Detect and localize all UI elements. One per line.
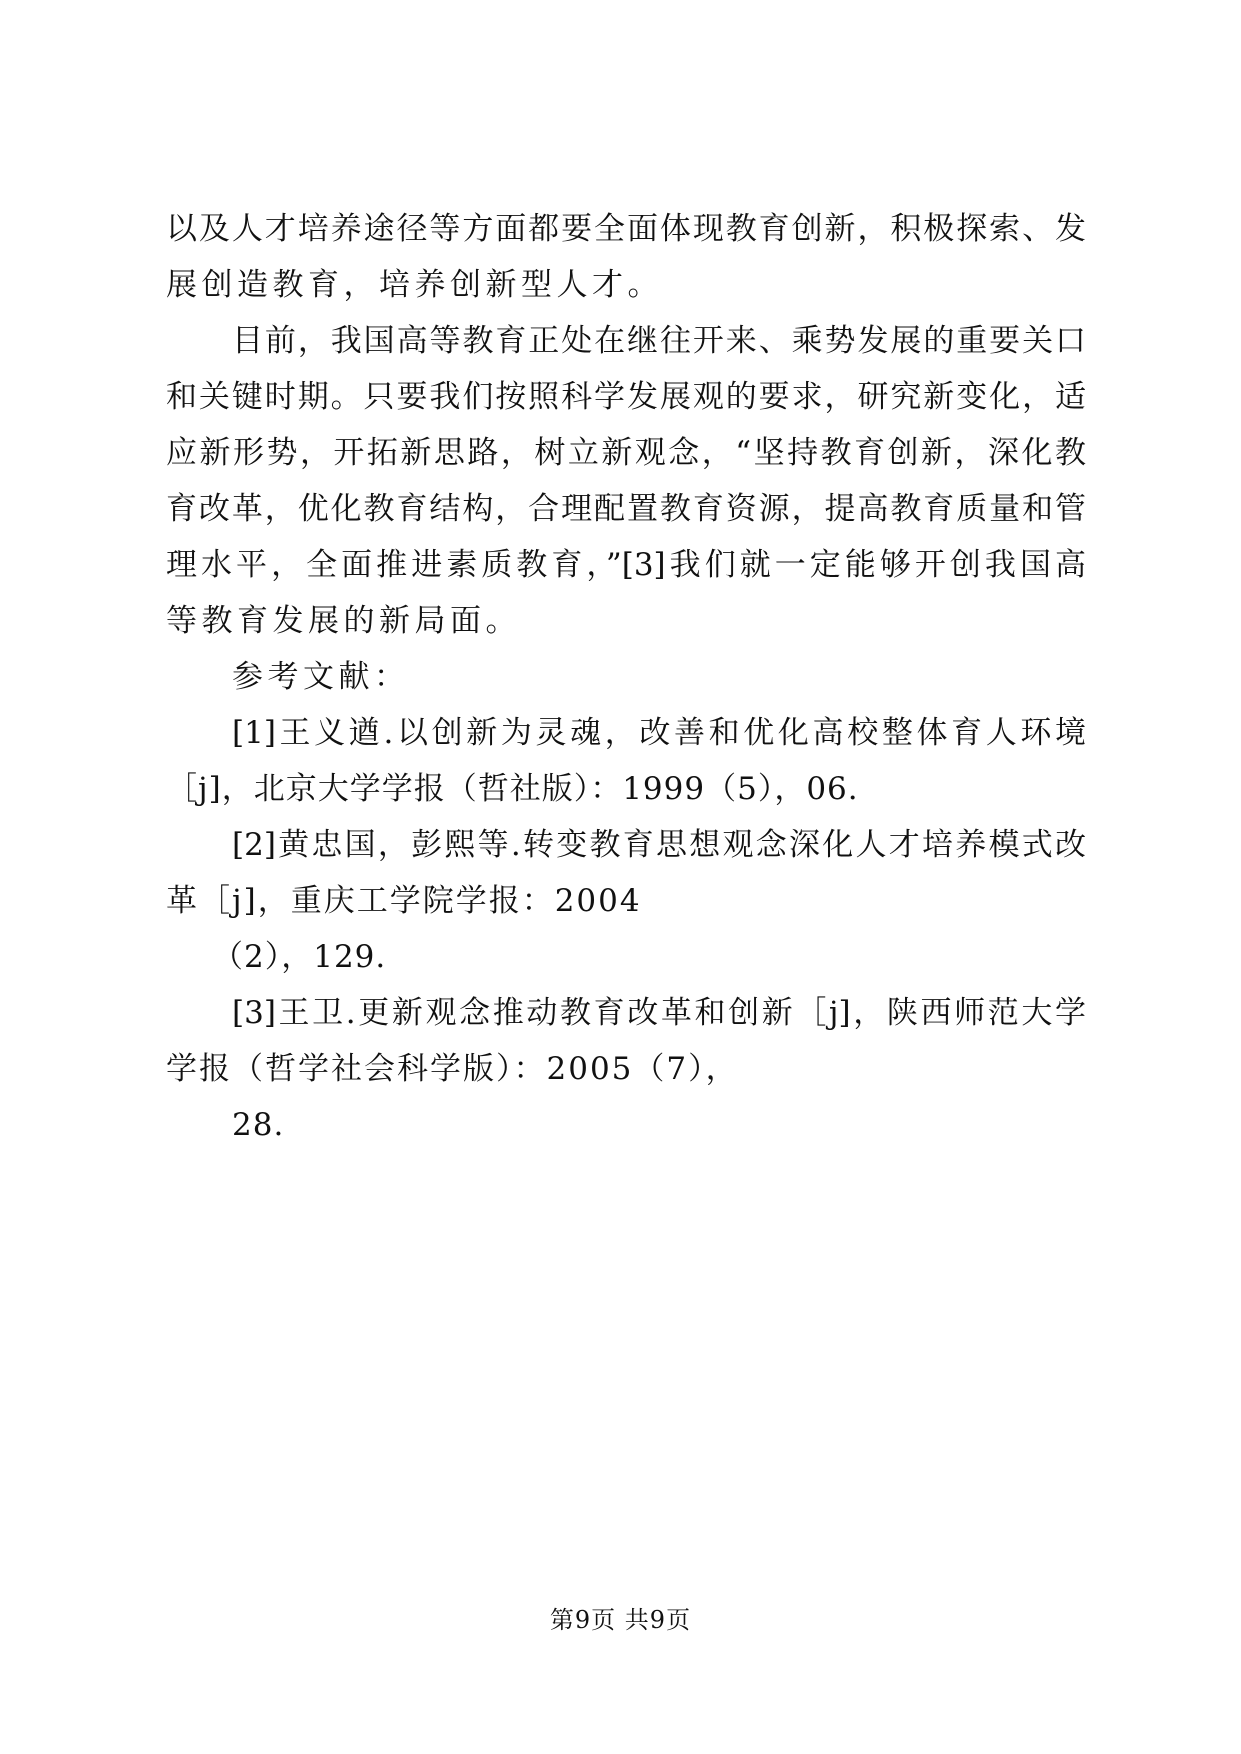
page-number-footer: 第9页 共9页 bbox=[549, 1606, 692, 1634]
body-text-line: 应新形势，开拓新思路，树立新观念，“坚持教育创新，深化教 bbox=[166, 435, 1086, 471]
body-text-line: 展创造教育，培养创新型人才。 bbox=[166, 267, 663, 303]
body-text-line: 和关键时期。只要我们按照科学发展观的要求，研究新变化，适 bbox=[166, 379, 1086, 415]
body-text-line: 等教育发展的新局面。 bbox=[166, 603, 521, 639]
body-text-line: 以及人才培养途径等方面都要全面体现教育创新，积极探索、发 bbox=[166, 211, 1086, 247]
reference-line: [2]黄忠国，彭熙等.转变教育思想观念深化人才培养模式改 bbox=[232, 827, 1086, 863]
reference-line: [3]王卫.更新观念推动教育改革和创新［j]，陕西师范大学 bbox=[232, 995, 1086, 1031]
references-heading: 参考文献： bbox=[232, 659, 410, 695]
reference-line: ［j]，北京大学学报（哲社版）：1999（5），06. bbox=[166, 771, 859, 807]
reference-line: 学报（哲学社会科学版）：2005（7）， bbox=[166, 1051, 739, 1087]
reference-line: 革［j]，重庆工学院学报：2004 bbox=[166, 883, 642, 919]
reference-line: [1]王义遒.以创新为灵魂，改善和优化高校整体育人环境 bbox=[232, 715, 1086, 751]
reference-line: 28. bbox=[232, 1107, 285, 1143]
body-text-line: 理水平，全面推进素质教育，”[3]我们就一定能够开创我国高 bbox=[166, 547, 1086, 583]
reference-line: （2），129. bbox=[212, 939, 387, 975]
body-text-line: 目前，我国高等教育正处在继往开来、乘势发展的重要关口 bbox=[232, 323, 1086, 359]
body-text-line: 育改革，优化教育结构，合理配置教育资源，提高教育质量和管 bbox=[166, 491, 1086, 527]
